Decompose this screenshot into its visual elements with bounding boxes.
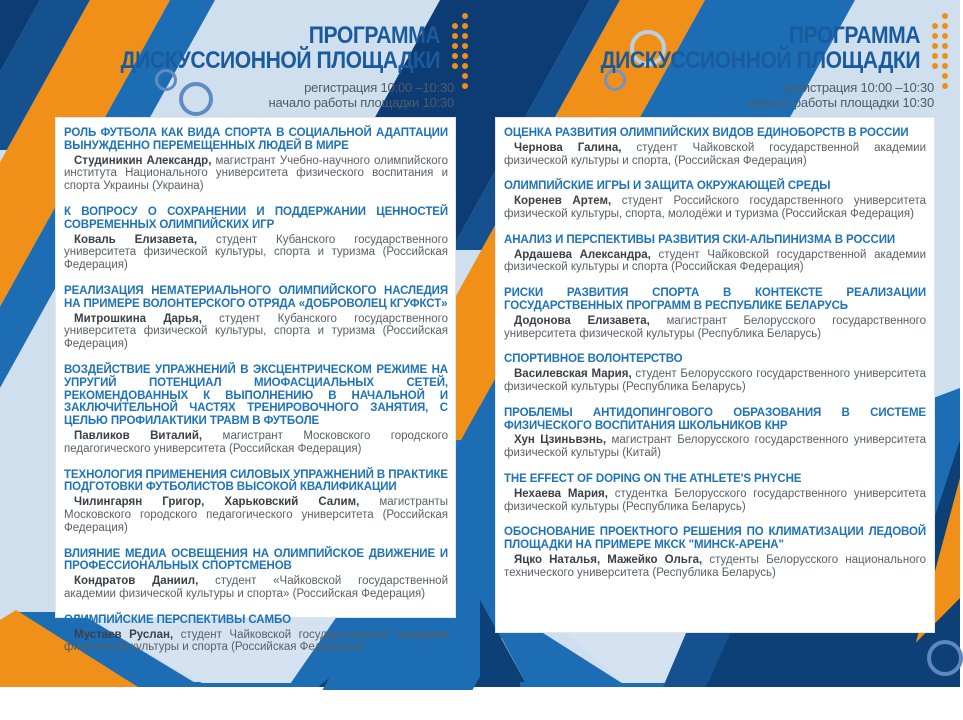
- registration-time: регистрация 10:00 –10:30: [784, 80, 934, 95]
- decorative-circle-large: [179, 82, 213, 116]
- session-item: [64, 285, 448, 351]
- page-title-line2: ДИСКУССИОННОЙ ПЛОЩАДКИ: [120, 47, 440, 74]
- schedule-info: [749, 80, 934, 110]
- session-title: ОЦЕНКА РАЗВИТИЯ ОЛИМПИЙСКИХ ВИДОВ ЕДИНОБОРСТВ В РОССИИ: [504, 127, 909, 139]
- start-time: начало работы площадки 10:30: [748, 95, 934, 110]
- session-title: ПРОБЛЕМЫ АНТИДОПИНГОВОГО ОБРАЗОВАНИЯ В СИСТЕМЕ ФИЗИЧЕСКОГО ВОСПИТАНИЯ ШКОЛЬНИКОВ КНР: [504, 406, 926, 432]
- speaker-affiliation: магистрант Белорусского государственного университета физической культуры (Китай): [504, 434, 927, 460]
- session-item: [64, 614, 448, 654]
- speaker-name: Хун Цзиньвэнь,: [514, 434, 607, 447]
- session-title: ВОЗДЕЙСТВИЕ УПРАЖНЕНИЙ В ЭКСЦЕНТРИЧЕСКОМ РЕЖИМЕ НА УПРУГИЙ ПОТЕНЦИАЛ МИОФАСЦИАЛЬНЫХ СЕТЕЙ, РЕКОМЕНДОВАННЫХ К ВЫПОЛНЕНИЮ В НАЧАЛЬНОЙ И ЗАКЛЮЧИТЕЛЬНОЙ ЧАСТЯХ ТРЕНИРОВОЧНОГО ЗАНЯТИЯ, С ЦЕЛЬЮ ПРОФИЛАКТИКИ ТРАВМ В ФУТБОЛЕ: [64, 363, 448, 428]
- decorative-circle-bottom: [927, 640, 963, 676]
- session-speaker: [504, 142, 926, 168]
- session-title: АНАЛИЗ И ПЕРСПЕКТИВЫ РАЗВИТИЯ СКИ-АЛЬПИНИЗМА В РОССИИ: [504, 233, 896, 246]
- speaker-name: Яцко Наталья, Мажейко Ольга,: [514, 553, 703, 566]
- dots-column: [942, 13, 948, 89]
- speaker-affiliation: магистрант Московского городского педагогического университета (Российская Федерация): [64, 429, 449, 455]
- dots-column: [452, 23, 458, 89]
- session-item: [504, 287, 926, 340]
- speaker-affiliation: студент Чайковской государственной академии физической культуры и спорта (Российская Федерация): [64, 628, 449, 654]
- speaker-name: Митрошкина Дарья,: [74, 312, 202, 325]
- session-item: [504, 526, 926, 579]
- session-item: [64, 469, 448, 535]
- session-speaker: [504, 195, 926, 221]
- session-title: РЕАЛИЗАЦИЯ НЕМАТЕРИАЛЬНОГО ОЛИМПИЙСКОГО НАСЛЕДИЯ НА ПРИМЕРЕ ВОЛОНТЕРСКОГО ОТРЯДА «ДОБРОВОЛЕЦ КГУФКСТ»: [64, 284, 448, 310]
- session-speaker: [504, 249, 926, 275]
- speaker-name: Чилингарян Григор, Харьковский Салим,: [74, 496, 360, 509]
- speaker-affiliation: студент Чайковской государственной академии физической культуры и спорта (Российская Федерация): [504, 248, 927, 274]
- speaker-affiliation: студенты Белорусского национального технического университета (Республика Беларусь): [504, 553, 926, 579]
- session-speaker: [504, 315, 926, 341]
- speaker-name: Коваль Елизавета,: [74, 233, 198, 246]
- page-title: [120, 23, 440, 73]
- session-title: ВЛИЯНИЕ МЕДИА ОСВЕЩЕНИЯ НА ОЛИМПИЙСКОЕ ДВИЖЕНИЕ И ПРОФЕССИОНАЛЬНЫХ СПОРТСМЕНОВ: [64, 547, 448, 573]
- speaker-affiliation: студент Российского государственного университета физической культуры, спорта, молодёжи и туризма (Российская Федерация): [504, 195, 927, 220]
- session-speaker: [64, 629, 448, 655]
- speaker-affiliation: студентка Белорусского государственного университета физической культуры (Республика Беларусь): [504, 487, 926, 513]
- speaker-affiliation: магистрант Белорусского государственного университета физической культуры (Республика Беларусь): [504, 314, 927, 340]
- schedule-info: [269, 80, 454, 110]
- program-card: [55, 117, 456, 654]
- session-item: [64, 364, 448, 456]
- speaker-name: Студиникин Александр,: [74, 154, 212, 167]
- session-item: [504, 353, 926, 393]
- speaker-name: Додонова Елизавета,: [514, 314, 650, 327]
- session-title: СПОРТИВНОЕ ВОЛОНТЕРСТВО: [504, 353, 683, 366]
- session-title: ОЛИМПИЙСКИЕ ПЕРСПЕКТИВЫ САМБО: [64, 613, 291, 626]
- session-speaker: [504, 368, 926, 394]
- session-title: К ВОПРОСУ О СОХРАНЕНИИ И ПОДДЕРЖАНИИ ЦЕННОСТЕЙ СОВРЕМЕННЫХ ОЛИМПИЙСКИХ ИГР: [64, 205, 448, 231]
- orange-dots-ornament: [932, 13, 948, 89]
- session-item: [504, 127, 926, 167]
- program-card: [495, 117, 935, 633]
- session-speaker: [64, 155, 448, 193]
- session-item: [504, 473, 926, 513]
- page-title-line2: ДИСКУССИОННОЙ ПЛОЩАДКИ: [600, 47, 920, 74]
- speaker-affiliation: магистранты Московского городского педагогического университета (Российская Федерация): [64, 496, 448, 534]
- speaker-affiliation: студент Кубанского государственного университета физической культуры, спорта и туризма (Российская Федерация): [64, 312, 448, 351]
- speaker-name: Чернова Галина,: [514, 141, 622, 154]
- speaker-name: Павликов Виталий,: [74, 429, 203, 442]
- speaker-name: Василевская Мария,: [514, 368, 632, 381]
- speaker-name: Нехаева Мария,: [514, 487, 608, 500]
- page-right: [480, 0, 960, 687]
- session-speaker: [504, 488, 926, 514]
- session-speaker: [64, 313, 448, 351]
- session-speaker: [64, 234, 448, 272]
- session-item: [64, 127, 448, 193]
- dots-column: [462, 13, 468, 89]
- session-speaker: [504, 434, 926, 460]
- session-title: РИСКИ РАЗВИТИЯ СПОРТА В КОНТЕКСТЕ РЕАЛИЗАЦИИ ГОСУДАРСТВЕННЫХ ПРОГРАММ В РЕСПУБЛИКЕ БЕЛАРУСЬ: [504, 287, 926, 312]
- session-item: [64, 548, 448, 601]
- session-title: ОЛИМПИЙСКИЕ ИГРЫ И ЗАЩИТА ОКРУЖАЮЩЕЙ СРЕДЫ: [504, 180, 831, 193]
- page-title: [600, 23, 920, 73]
- dots-column: [932, 23, 938, 89]
- session-speaker: [504, 554, 926, 580]
- registration-time: регистрация 10:00 –10:30: [304, 80, 454, 95]
- session-item: [504, 407, 926, 460]
- speaker-affiliation: студент «Чайковской государственной академии физической культуры и спорта» (Российская Федерация): [64, 575, 448, 600]
- session-speaker: [64, 496, 448, 534]
- page-title-line1: ПРОГРАММА: [788, 22, 920, 49]
- speaker-affiliation: студент Чайковской государственной академии физической культуры и спорта, (Российская Федерация): [504, 141, 927, 167]
- session-title: ТЕХНОЛОГИЯ ПРИМЕНЕНИЯ СИЛОВЫХ УПРАЖНЕНИЙ В ПРАКТИКЕ ПОДГОТОВКИ ФУТБОЛИСТОВ ВЫСОКОЙ КВАЛИФИКАЦИИ: [64, 468, 448, 494]
- session-speaker: [64, 430, 448, 456]
- session-item: [504, 234, 926, 274]
- start-time: начало работы площадки 10:30: [268, 95, 454, 110]
- speaker-affiliation: студент Белорусского государственного университета физической культуры (Республика Беларусь): [504, 368, 926, 393]
- orange-dots-ornament: [452, 13, 468, 89]
- session-title: THE EFFECT OF DOPING ON THE ATHLETE'S PHYCHE: [504, 472, 802, 485]
- session-title: РОЛЬ ФУТБОЛА КАК ВИДА СПОРТА В СОЦИАЛЬНОЙ АДАПТАЦИИ ВЫНУЖДЕННО ПЕРЕМЕЩЕННЫХ ЛЮДЕЙ В МИРЕ: [64, 127, 448, 152]
- speaker-affiliation: студент Кубанского государственного университета физической культуры, спорта и туризма (Российская Федерация): [64, 233, 448, 272]
- session-title: ОБОСНОВАНИЕ ПРОЕКТНОГО РЕШЕНИЯ ПО КЛИМАТИЗАЦИИ ЛЕДОВОЙ ПЛОЩАДКИ НА ПРИМЕРЕ МКСК "МИНСК-АРЕНА": [504, 526, 926, 552]
- session-speaker: [64, 575, 448, 601]
- session-item: [504, 180, 926, 220]
- page-title-line1: ПРОГРАММА: [308, 22, 440, 49]
- speaker-name: Ардашева Александра,: [514, 248, 651, 261]
- speaker-name: Мустаев Руслан,: [74, 628, 174, 641]
- speaker-name: Коренев Артем,: [514, 195, 612, 208]
- session-item: [64, 206, 448, 272]
- speaker-name: Кондратов Даниил,: [74, 575, 199, 588]
- speaker-affiliation: магистрант Учебно-научного олимпийского института Национального университета физического воспитания и спорта Украины (Украина): [64, 154, 448, 193]
- page-left: [0, 0, 480, 687]
